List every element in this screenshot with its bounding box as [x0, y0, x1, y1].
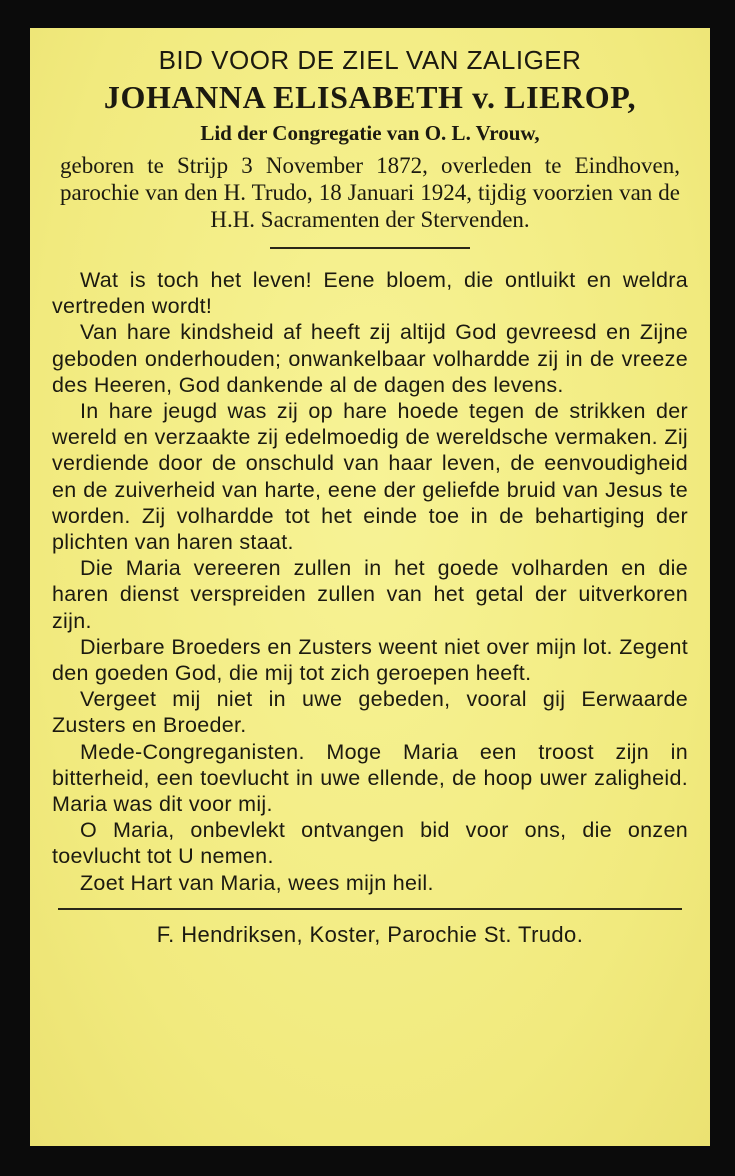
paragraph: Dierbare Broeders en Zusters weent niet over mijn lot. Zegent den goeden God, die mij tot zich geroepen heeft.: [52, 634, 688, 686]
paragraph: Die Maria vereeren zullen in het goede volharden en die haren dienst verspreiden zullen van het getal der uitverkoren zijn.: [52, 556, 688, 633]
paragraph: Wat is toch het leven! Eene bloem, die ontluikt en weldra vertreden wordt!: [52, 268, 688, 319]
deceased-name: JOHANNA ELISABETH v. LIEROP,: [103, 79, 637, 115]
paragraph: Van hare kindsheid af heeft zij altijd God gevreesd en Zijne geboden onderhouden; onwankelbaar volhardde zij in de vreeze des Heeren, God dankende al de dagen des levens.: [52, 320, 688, 397]
paragraph: Vergeet mij niet in uwe gebeden, vooral gij Eerwaarde Zusters en Broeder.: [52, 687, 688, 738]
paragraph: Zoet Hart van Maria, wees mijn heil.: [80, 870, 434, 895]
short-divider: [270, 247, 470, 249]
header-prayer-line: BID VOOR DE ZIEL VAN ZALIGER: [158, 45, 582, 75]
paragraph: Mede-Congreganisten. Moge Maria een troost zijn in bitterheid, een toevlucht in uwe ellende, de hoop uwer zaligheid. Maria was dit voor mij.: [52, 739, 688, 817]
paragraph: In hare jeugd was zij op hare hoede tegen de strikken der wereld en verzaakte zij edelmoedig de wereldsche vermaken. Zij verdiende door de onschuld van haar leven, de eenvoudigheid en de zuiverheid van harte, eene der geliefde bruid van Jesus te worden. Zij volhardde tot het einde toe in de behartiging der plichten van haren staat.: [52, 399, 688, 555]
birth-death-details: geboren te Strijp 3 November 1872, overleden te Eindhoven, parochie van den H. Trudo, 18 Januari 1924, tijdig voorzien van de H.H. Sacramenten der Stervenden.: [60, 153, 680, 232]
footer-divider: [58, 908, 682, 910]
paragraph: O Maria, onbevlekt ontvangen bid voor ons, die onzen toevlucht tot U nemen.: [52, 818, 688, 869]
printer-credit: F. Hendriksen, Koster, Parochie St. Trudo.: [156, 921, 584, 947]
memorial-text: [52, 267, 688, 896]
memorial-card: [30, 28, 710, 1146]
congregation-line: Lid der Congregatie van O. L. Vrouw,: [200, 121, 540, 145]
